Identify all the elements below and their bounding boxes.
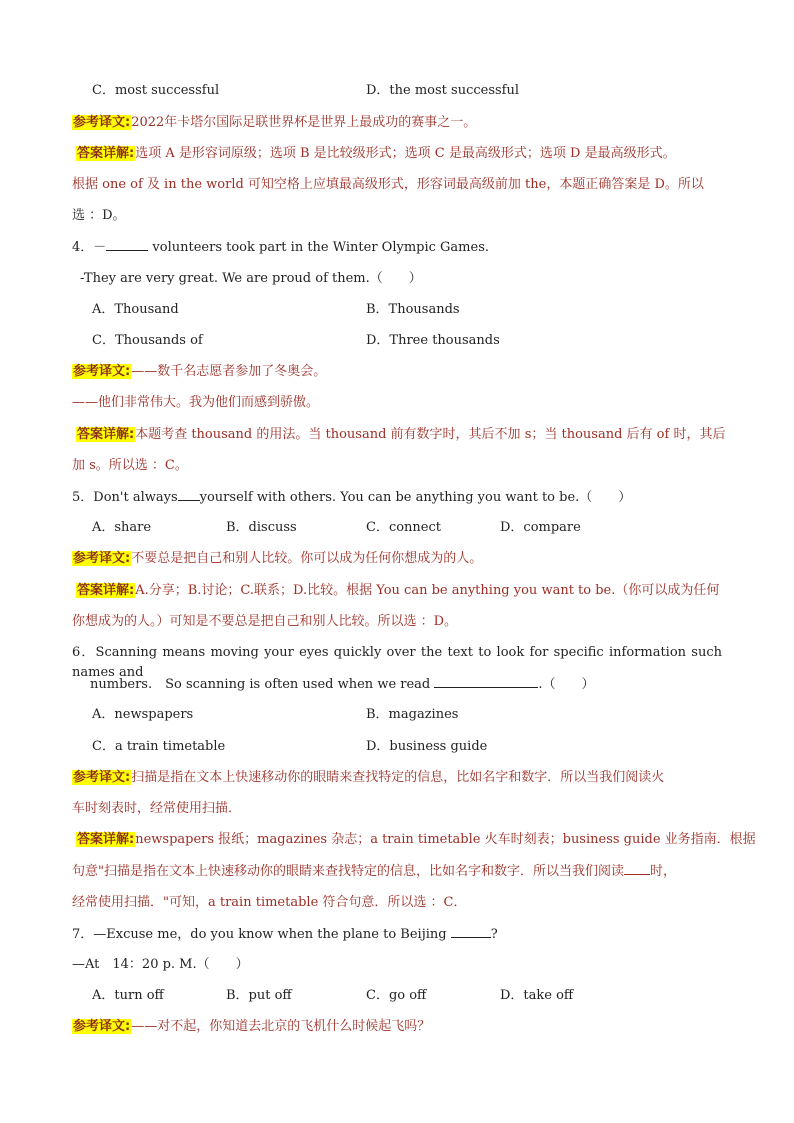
answer-blank [106,237,148,251]
q6-translation-line-2: 车时刻表时，经常使用扫描． [72,801,242,816]
q3-option-d: D．the most successful [366,83,520,98]
q7-stem-line-2: —At 14：20 p. M.（ ） [72,957,249,972]
q4-option-c: C．Thousands of [92,333,203,348]
answer-label: 答案详解: [77,832,135,847]
answer-blank [434,674,538,688]
answer-blank [178,487,200,501]
q5-translation-text: 不要总是把自己和别人比较。你可以成为任何你想成为的人。 [131,551,483,566]
q5-option-d: D．compare [500,520,581,535]
q6-stem-line-1: 6．Scanning means moving your eyes quickly over the text to look for specific information such names and [72,645,722,680]
q7-translation-text: ——对不起，你知道去北京的飞机什么时候起飞吗？ [131,1019,431,1034]
q4-stem-line-2: -They are very great. We are proud of them.（ ） [80,271,422,286]
q4-answer-line-1 [76,425,725,445]
q3-translation-text: 2022年卡塔尔国际足联世界杯是世界上最成功的赛事之一。 [131,115,477,130]
q5-answer-text-1: A.分享；B.讨论；C.联系；D.比较。根据 You can be anything you want to be.（你可以成为任何 [135,583,720,598]
q5-stem [72,487,631,508]
q5-stem-text: yourself with others. You can be anything you want to be.（ ） [199,490,632,505]
q5-option-c: C．connect [366,520,441,535]
q4-stem [72,237,489,258]
q6-stem-end: .（ ） [538,677,595,692]
q6-answer-line-1 [76,830,756,850]
q3-answer-line-2: 根据 one of 及 in the world 可知空格上应填最高级形式，形容词最高级前加 the，本题正确答案是 D。所以 [72,177,704,192]
q6-option-b: B．magazines [366,707,459,722]
q6-answer-text-2-end: 时， [649,864,676,879]
q6-translation-line-1 [72,768,664,788]
answer-blank [624,861,650,875]
q4-number: 4．－ [72,240,107,255]
q3-answer-line-1 [76,144,676,164]
q6-option-a: A．newspapers [92,707,194,722]
q7-stem-end: ? [490,927,498,942]
q4-option-a: A．Thousand [92,302,179,317]
q6-translation-text: 扫描是指在文本上快速移动你的眼睛来查找特定的信息，比如名字和数字．所以当我们阅读火 [131,770,665,785]
q4-stem-text: volunteers took part in the Winter Olympic Games. [152,240,490,255]
q6-answer-text-1: newspapers 报纸；magazines 杂志；a train timetable 火车时刻表；business guide 业务指南．根据 [135,832,756,847]
q4-answer-line-2: 加 s。所以选 ：C。 [72,458,188,473]
q7-option-a: A．turn off [92,988,164,1003]
translation-label: 参考译文: [73,1019,131,1034]
q7-translation [72,1017,430,1037]
q4-translation-text: ——数千名志愿者参加了冬奥会。 [131,364,327,379]
q4-option-d: D．Three thousands [366,333,500,348]
q4-answer-text-1: 本题考查 thousand 的用法。当 thousand 前有数字时，其后不加 s；当 thousand 后有 of 时，其后 [135,427,726,442]
q6-stem-text: numbers. So scanning is often used when we read [90,677,431,692]
q5-option-b: B．discuss [226,520,297,535]
q3-translation [72,113,476,133]
q4-translation-line-1 [72,362,326,382]
q5-translation [72,549,482,569]
q7-stem [72,924,498,945]
q3-option-c: C．most successful [92,83,220,98]
q3-answer-text-1: 选项 A 是形容词原级；选项 B 是比较级形式；选项 C 是最高级形式；选项 D 是最高级形式。 [135,146,676,161]
q3-answer-line-3: 选 ：D。 [72,208,126,223]
q4-translation-line-2: ——他们非常伟大。我为他们而感到骄傲。 [72,395,320,410]
q6-answer-text-2: 句意"扫描是指在文本上快速移动你的眼睛来查找特定的信息，比如名字和数字．所以当我们阅读 [72,864,624,879]
q6-answer-line-3: 经常使用扫描．"可知，a train timetable 符合句意．所以选 ：C． [72,895,467,910]
q4-option-b: B．Thousands [366,302,460,317]
translation-label: 参考译文: [73,551,131,566]
translation-label: 参考译文: [73,364,131,379]
answer-blank [451,924,491,938]
q7-option-c: C．go off [366,988,427,1003]
answer-label: 答案详解: [77,146,135,161]
q5-answer-line-1 [76,581,719,601]
q7-option-b: B．put off [226,988,292,1003]
q6-answer-line-2 [72,861,676,882]
q6-stem-line-2 [90,674,595,695]
q6-option-c: C．a train timetable [92,739,226,754]
q5-stem-start: 5．Don't always [72,490,178,505]
q5-option-a: A．share [92,520,152,535]
answer-label: 答案详解: [77,427,135,442]
translation-label: 参考译文: [73,770,131,785]
answer-label: 答案详解: [77,583,135,598]
q7-stem-text: 7．—Excuse me，do you know when the plane to Beijing [72,927,447,942]
q5-answer-line-2: 你想成为的人。）可知是不要总是把自己和别人比较。所以选 ：D。 [72,614,458,629]
translation-label: 参考译文: [73,115,131,130]
q7-option-d: D．take off [500,988,574,1003]
q6-option-d: D．business guide [366,739,488,754]
